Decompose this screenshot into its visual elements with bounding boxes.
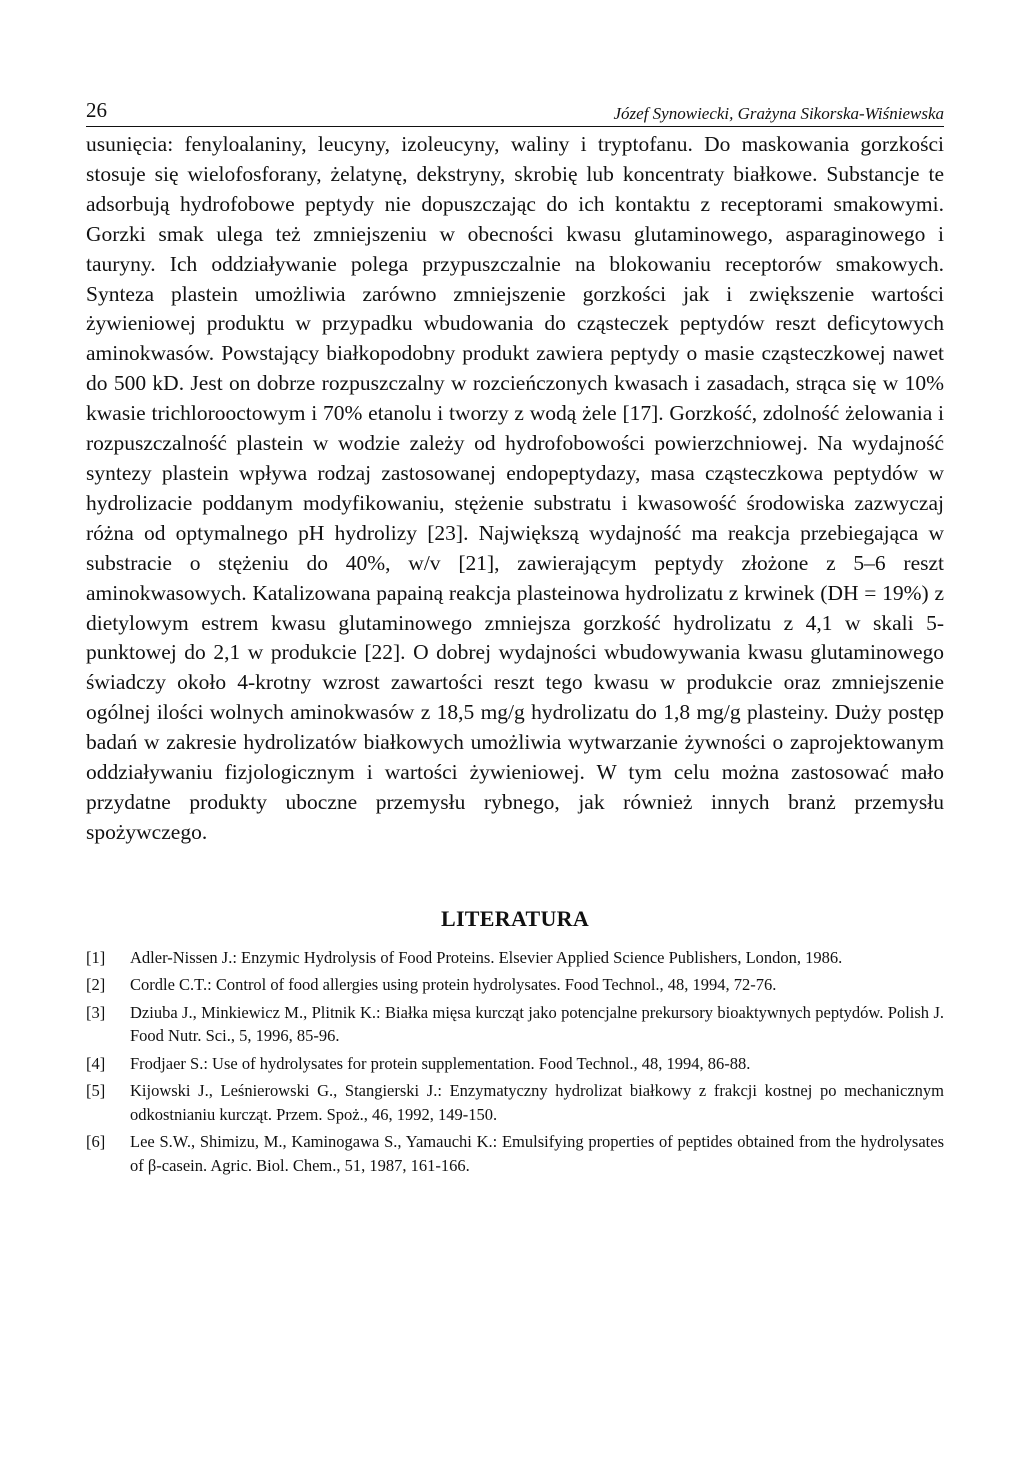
- header-authors: Józef Synowiecki, Grażyna Sikorska-Wiśniewska: [613, 104, 944, 123]
- reference-number: [4]: [86, 1053, 106, 1073]
- page: [86, 96, 944, 1181]
- reference-text: Cordle C.T.: Control of food allergies using protein hydrolysates. Food Technol., 48, 1994, 72-76.: [130, 975, 777, 995]
- reference-text: Lee S.W., Shimizu, M., Kaminogawa S., Yamauchi K.: Emulsifying properties of peptides obtained from the hydrolysates of β-casein. Agric. Biol. Chem., 51, 1987, 161-166.: [130, 1132, 944, 1175]
- running-header: [86, 96, 944, 127]
- reference-number: [6]: [86, 1132, 106, 1152]
- reference-text: Dziuba J., Minkiewicz M., Plitnik K.: Białka mięsa kurcząt jako potencjalne prekursory bioaktywnych peptydów. Polish J. Food Nutr. Sci., 5, 1996, 85-96.: [130, 1002, 944, 1046]
- reference-text: Adler-Nissen J.: Enzymic Hydrolysis of Food Proteins. Elsevier Applied Science Publishers, London, 1986.: [130, 947, 843, 967]
- reference-number: [5]: [86, 1081, 106, 1101]
- body-paragraph: usunięcia: fenyloalaniny, leucyny, izoleucyny, waliny i tryptofanu. Do maskowania gorzkości stosuje się wielofosforany, żelatynę, dekstryny, skrobię lub koncentraty białkowe. Substancje te adsorbują hydrofobowe peptydy nie dopuszczając do ich kontaktu z receptorami smakowymi. Gorzki smak ulega też zmniejszeniu w obecności kwasu glutaminowego, asparaginowego i tauryny. Ich oddziaływanie polega przypuszczalnie na blokowaniu receptorów smakowych. Synteza plastein umożliwia zarówno zmniejszenie gorzkości jak i zwiększenie wartości żywieniowej produktu w przypadku wbudowania do cząsteczek peptydów reszt deficytowych aminokwasów. Powstający białkopodobny produkt zawiera peptydy o masie cząsteczkowej nawet do 500 kD. Jest on dobrze rozpuszczalny w rozcieńczonych kwasach i zasadach, strąca się w 10% kwasie trichlorooctowym i 70% etanolu i tworzy z wodą żele [17]. Gorzkość, zdolność żelowania i rozpuszczalność plastein w wodzie zależy od hydrofobowości powierzchniowej. Na wydajność syntezy plastein wpływa rodzaj zastosowanej endopeptydazy, masa cząsteczkowa peptydów w hydrolizacie poddanym modyfikowaniu, stężenie substratu i kwasowość środowiska zazwyczaj różna od optymalnego pH hydrolizy [23]. Największą wydajność ma reakcja przebiegająca w substracie o stężeniu do 40%, w/v [21], zawierającym peptydy złożone z 5–6 reszt aminokwasowych. Katalizowana papainą reakcja plasteinowa hydrolizatu z krwinek (DH = 19%) z dietylowym estrem kwasu glutaminowego zmniejsza gorzkość hydrolizatu z 4,1 w skali 5-punktowej do 2,1 w produkcie [22]. O dobrej wydajności wbudowywania kwasu glutaminowego świadczy około 4-krotny wzrost zawartości reszt tego kwasu w produkcie oraz zmniejszenie ogólnej ilości wolnych aminokwasów z 18,5 mg/g hydrolizatu do 1,8 mg/g plasteiny. Duży postęp badań w zakresie hydrolizatów białkowych umożliwia wytwarzanie żywności o zaprojektowanym oddziaływaniu fizjologicznym i wartości żywieniowej. W tym celu można zastosować mało przydatne produkty uboczne przemysłu rybnego, jak również innych branż przemysłu spożywczego.: [86, 132, 944, 844]
- reference-text: Frodjaer S.: Use of hydrolysates for protein supplementation. Food Technol., 48, 1994, 86-88.: [130, 1053, 751, 1073]
- literature-heading: LITERATURA: [440, 905, 590, 931]
- reference-item-1: [86, 946, 944, 970]
- reference-number: [3]: [86, 1002, 106, 1022]
- reference-number: [2]: [86, 975, 106, 995]
- reference-item-3: [86, 1001, 944, 1048]
- reference-item-2: [86, 973, 944, 997]
- reference-list: [86, 946, 944, 1178]
- reference-item-4: [86, 1052, 944, 1076]
- reference-item-6: [86, 1130, 944, 1177]
- page-number: 26: [86, 98, 107, 122]
- reference-text: Kijowski J., Leśnierowski G., Stangierski J.: Enzymatyczny hydrolizat białkowy z frakcji kostnej po mechanicznym odkostnianiu kurcząt. Przem. Spoż., 46, 1992, 149-150.: [130, 1081, 944, 1124]
- reference-number: [1]: [86, 947, 106, 967]
- reference-item-5: [86, 1079, 944, 1126]
